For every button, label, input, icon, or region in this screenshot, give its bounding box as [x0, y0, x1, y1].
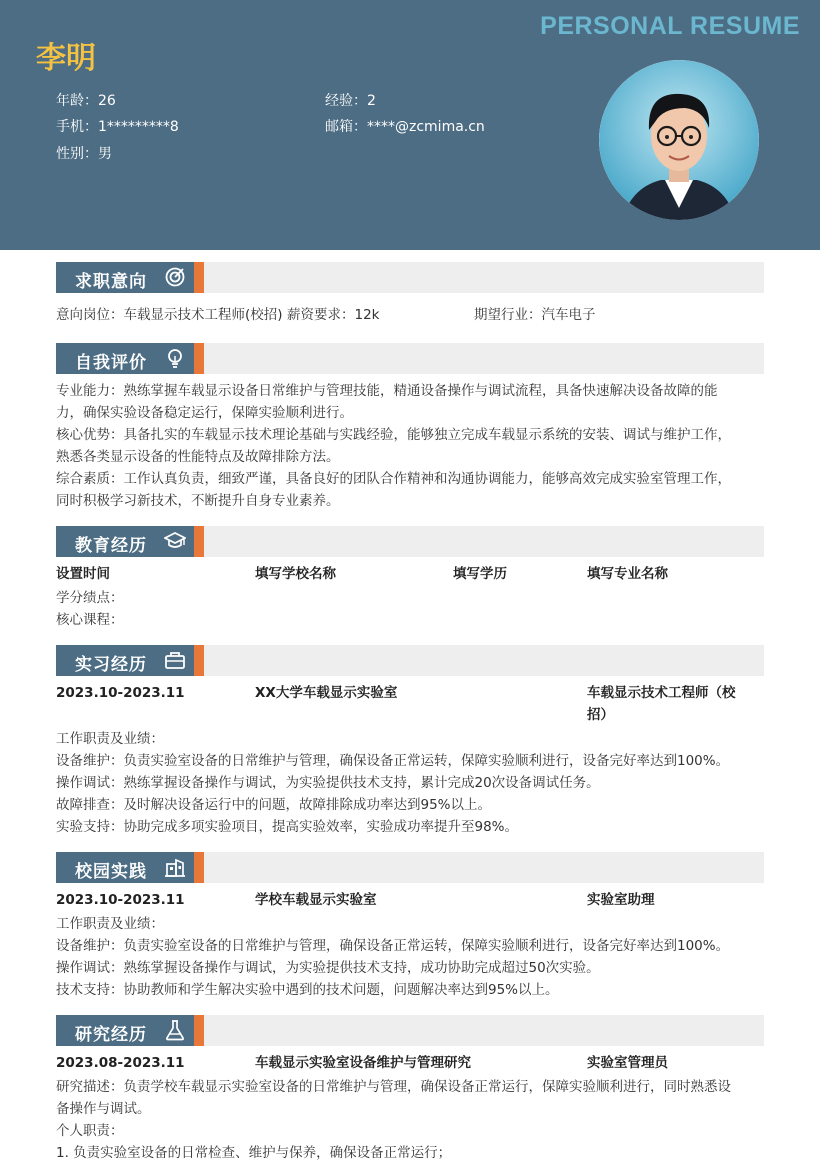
section-education: [56, 526, 764, 557]
experience: 经验：2: [325, 93, 376, 109]
section-title: 研究经历: [75, 1025, 147, 1045]
avatar: [599, 60, 759, 220]
edu-gpa: 学分绩点：: [56, 590, 124, 606]
section-title: 校园实践: [75, 862, 147, 882]
intern-role: 车载显示技术工程师（校 招）: [587, 685, 736, 723]
job-industry: 期望行业：汽车电子: [474, 307, 596, 323]
edu-courses: 核心课程：: [56, 612, 124, 628]
campus-org: 学校车载显示实验室: [255, 892, 377, 908]
research-details: 研究描述：负责学校车载显示实验室设备的日常维护与管理，确保设备正常运行，保障实验顺利进行，同时熟悉设 备操作与调试。 个人职责： 1. 负责实验室设备的日常检查、维护与保养，确保设备正常运行；: [56, 1079, 731, 1161]
email: 邮箱：****@zcmima.cn: [325, 119, 485, 135]
section-internship: [56, 645, 764, 676]
campus-role: 实验室助理: [587, 892, 655, 908]
resume-header: [0, 0, 820, 250]
section-self-eval: [56, 343, 764, 374]
flask-icon: [164, 1019, 186, 1041]
job-salary: 薪资要求：12k: [287, 307, 380, 323]
edu-major: 填写专业名称: [587, 566, 668, 582]
graduation-cap-icon: [164, 530, 186, 552]
section-campus: [56, 852, 764, 883]
intern-org: XX大学车载显示实验室: [255, 685, 398, 701]
age: 年龄：26: [56, 93, 116, 109]
edu-degree: 填写学历: [453, 566, 507, 582]
job-position: 意向岗位：车载显示技术工程师(校招): [56, 307, 283, 323]
section-research: [56, 1015, 764, 1046]
briefcase-icon: [164, 649, 186, 671]
campus-details: 工作职责及业绩： 设备维护：负责实验室设备的日常维护与管理，确保设备正常运转，保障实验顺利进行，设备完好率达到100%。 操作调试：熟练掌握设备操作与调试，为实验提供技术支持，成功协助完成超过50次实验。 技术支持：协助教师和学生解决实验中遇到的技术问题，问题解决率达到95%以上。: [56, 916, 730, 998]
building-icon: [164, 856, 186, 878]
research-time: 2023.08-2023.11: [56, 1055, 185, 1071]
phone: 手机：1*********8: [56, 119, 179, 135]
intern-time: 2023.10-2023.11: [56, 685, 185, 701]
research-org: 车载显示实验室设备维护与管理研究: [255, 1055, 471, 1071]
section-title: 实习经历: [75, 655, 147, 675]
intern-details: 工作职责及业绩： 设备维护：负责实验室设备的日常维护与管理，确保设备正常运转，保障实验顺利进行，设备完好率达到100%。 操作调试：熟练掌握设备操作与调试，为实验提供技术支持，累计完成20次设备调试任务。 故障排查：及时解决设备运行中的问题，故障排除成功率达到95%以上。 实验支持：协助完成多项实验项目，提高实验效率，实验成功率提升至98%。: [56, 731, 730, 835]
section-title: 求职意向: [75, 272, 147, 292]
gender: 性别：男: [56, 146, 112, 162]
lightbulb-icon: [164, 347, 186, 369]
section-title: 教育经历: [75, 536, 147, 556]
target-icon: [164, 266, 186, 288]
edu-school: 填写学校名称: [255, 566, 336, 582]
section-job-intent: [56, 262, 764, 293]
campus-time: 2023.10-2023.11: [56, 892, 185, 908]
candidate-name: 李明: [36, 41, 96, 76]
edu-time: 设置时间: [56, 566, 110, 582]
banner-title: PERSONAL RESUME: [540, 12, 800, 40]
research-role: 实验室管理员: [587, 1055, 668, 1071]
self-eval-text: 专业能力：熟练掌握车载显示设备日常维护与管理技能，精通设备操作与调试流程，具备快速解决设备故障的能 力，确保实验设备稳定运行，保障实验顺利进行。 核心优势：具备扎实的车载显示技术理论基础与实践经验，能够独立完成车载显示系统的安装、调试与维护工作， 熟悉各类显示设备的性能特点及故障排除方法。 综合素质：工作认真负责，细致严谨，具备良好的团队合作精神和沟通协调能力，能够高效完成实验室管理工作， 同时积极学习新技术，不断提升自身专业素养。: [56, 383, 731, 509]
section-title: 自我评价: [75, 353, 147, 373]
